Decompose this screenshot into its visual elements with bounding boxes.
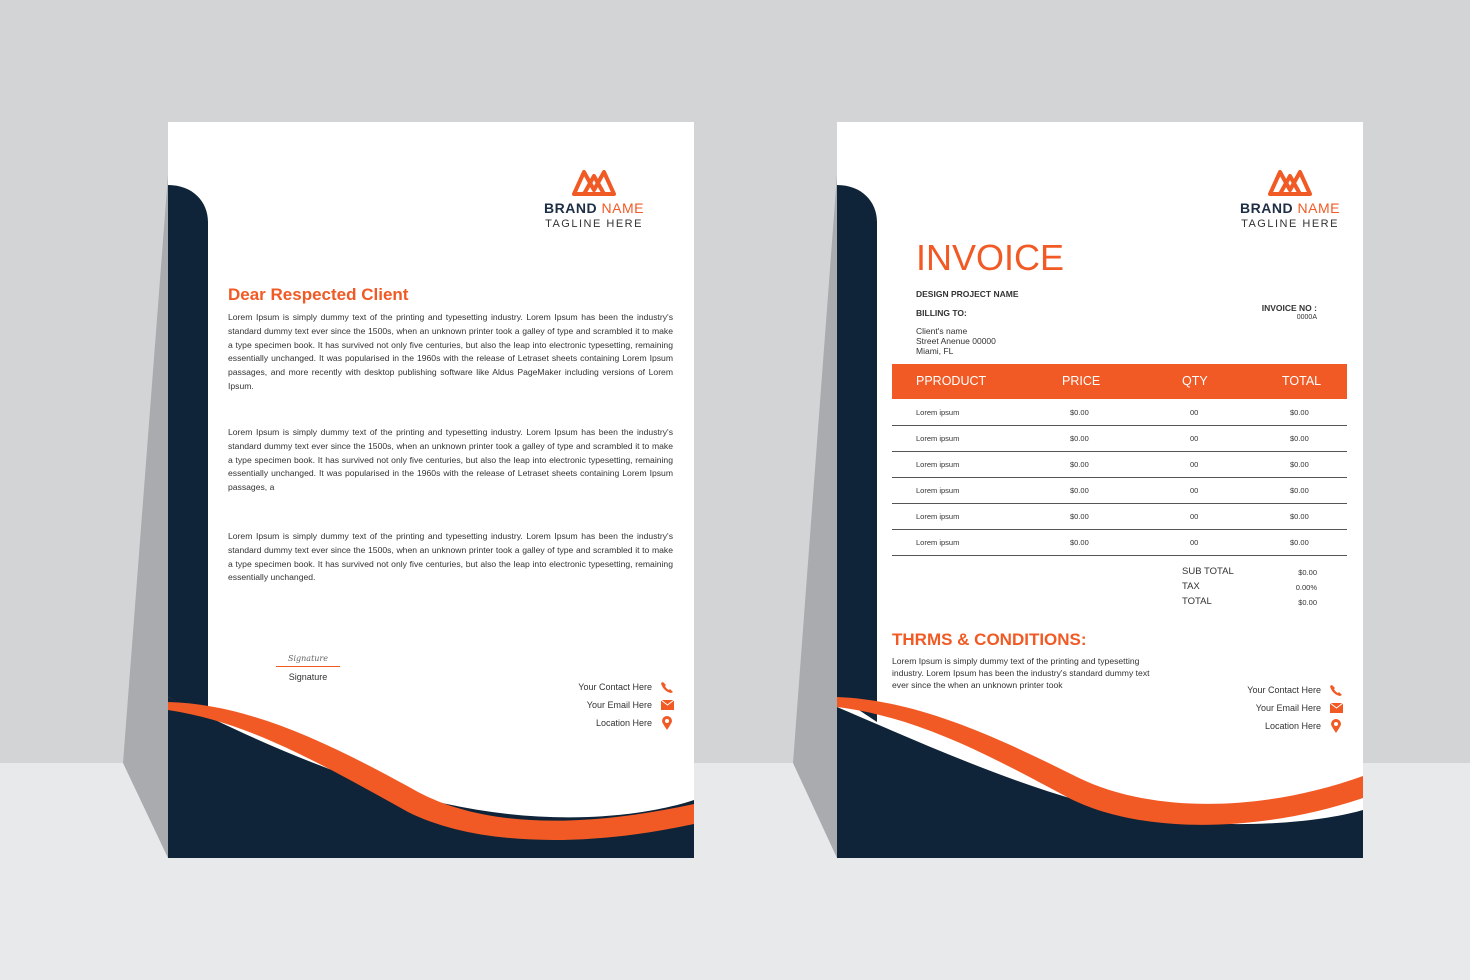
client-street: Street Anenue 00000 [916, 336, 996, 346]
greeting-heading: Dear Respected Client [228, 285, 409, 304]
column-header: TOTAL [1282, 374, 1322, 388]
cell-price: $0.00 [1070, 486, 1089, 495]
contact-phone [1143, 681, 1343, 699]
brand-name: BRAND NAME [1240, 200, 1340, 216]
terms-text: Lorem Ipsum is simply dummy text of the printing and typesetting industry. Lorem Ipsum has been the industry's standard dummy text ever since the when an unknown printer took [892, 656, 1150, 690]
cell-qty: 00 [1190, 486, 1199, 495]
invoice-page [837, 122, 1363, 858]
contact-block [474, 678, 674, 732]
cell-product: Lorem ipsum [916, 408, 960, 417]
brand-name: BRAND NAME [544, 200, 644, 216]
body-paragraph: Lorem Ipsum is simply dummy text of the printing and typesetting industry. Lorem Ipsum has been the industry's standard dummy text ever since the 1500s, when an unknown printer took a galley of type and scrambled it to make a type specimen book. It has survived not only five centuries, but also the leap into electronic typesetting, remaining essentially unchanged. [228, 531, 673, 583]
contact-phone-text: Your Contact Here [1247, 685, 1321, 695]
triangle-knot-logo-icon [1266, 166, 1314, 196]
total-label: TOTAL [1182, 596, 1212, 607]
contact-email-text: Your Email Here [586, 700, 652, 710]
cell-product: Lorem ipsum [916, 460, 960, 469]
contact-phone [474, 678, 674, 696]
terms-heading: THRMS & CONDITIONS: [892, 630, 1087, 649]
table-row [892, 425, 1347, 452]
project-name: DESIGN PROJECT NAME [916, 289, 1019, 299]
cell-price: $0.00 [1070, 408, 1089, 417]
email-icon [660, 698, 674, 712]
invoice-table-header [892, 364, 1347, 399]
signature-script: Signature [276, 654, 340, 667]
brand-tagline: TAGLINE HERE [1241, 218, 1339, 230]
contact-email-text: Your Email Here [1255, 703, 1321, 713]
invoice-title: INVOICE [916, 237, 1065, 278]
cell-total: $0.00 [1290, 408, 1309, 417]
table-row [892, 399, 1347, 426]
client-city: Miami, FL [916, 346, 954, 356]
cell-price: $0.00 [1070, 512, 1089, 521]
cell-total: $0.00 [1290, 434, 1309, 443]
cell-qty: 00 [1190, 434, 1199, 443]
total-row [1182, 596, 1322, 611]
triangle-knot-logo-icon [570, 166, 618, 196]
cell-product: Lorem ipsum [916, 512, 960, 521]
contact-location [474, 714, 674, 732]
contact-phone-text: Your Contact Here [578, 682, 652, 692]
email-icon [1329, 701, 1343, 715]
contact-location [1143, 717, 1343, 735]
total-value: $0.00 [1298, 598, 1317, 607]
contact-email [474, 696, 674, 714]
column-header: PRICE [1062, 374, 1101, 388]
invoice-number-value: 0000A [1296, 314, 1317, 321]
subtotal-row [1182, 566, 1322, 581]
subtotal-label: SUB TOTAL [1182, 566, 1234, 577]
cell-total: $0.00 [1290, 486, 1309, 495]
cell-price: $0.00 [1070, 538, 1089, 547]
cell-qty: 00 [1190, 538, 1199, 547]
contact-email [1143, 699, 1343, 717]
letterhead-page [168, 122, 694, 858]
cell-total: $0.00 [1290, 460, 1309, 469]
tax-value: 0.00% [1295, 583, 1317, 592]
subtotal-value: $0.00 [1298, 568, 1317, 577]
cell-product: Lorem ipsum [916, 538, 960, 547]
cell-price: $0.00 [1070, 460, 1089, 469]
cell-product: Lorem ipsum [916, 434, 960, 443]
contact-location-text: Location Here [1264, 721, 1321, 731]
brand-tagline: TAGLINE HERE [545, 218, 643, 230]
cell-product: Lorem ipsum [916, 486, 960, 495]
location-pin-icon [660, 716, 674, 730]
billing-label: BILLING TO: [916, 308, 967, 318]
cell-total: $0.00 [1290, 538, 1309, 547]
tax-row [1182, 581, 1322, 596]
phone-icon [660, 680, 674, 694]
body-paragraph: Lorem Ipsum is simply dummy text of the printing and typesetting industry. Lorem Ipsum has been the industry's standard dummy text ever since the 1500s, when an unknown printer took a galley of type and scrambled it to make a type specimen book. It has survived not only five centuries, but also the leap into electronic typesetting, remaining essentially unchanged. It was popularised in the 1960s with the release of Letraset sheets containing Lorem Ipsum passages, a [228, 427, 673, 493]
phone-icon [1329, 683, 1343, 697]
cell-price: $0.00 [1070, 434, 1089, 443]
cell-qty: 00 [1190, 460, 1199, 469]
column-header: QTY [1182, 374, 1208, 388]
contact-block [1143, 681, 1343, 735]
column-header: PPRODUCT [916, 374, 987, 388]
contact-location-text: Location Here [595, 718, 652, 728]
invoice-number-label: INVOICE NO : [1261, 303, 1317, 313]
table-row [892, 529, 1347, 556]
brand-block [1210, 166, 1363, 230]
table-row [892, 451, 1347, 478]
tax-label: TAX [1182, 581, 1200, 592]
cell-qty: 00 [1190, 512, 1199, 521]
client-name: Client's name [916, 326, 968, 336]
table-row [892, 503, 1347, 530]
table-row [892, 477, 1347, 504]
signature-label: Signature [288, 672, 328, 682]
cell-total: $0.00 [1290, 512, 1309, 521]
body-paragraph: Lorem Ipsum is simply dummy text of the printing and typesetting industry. Lorem Ipsum has been the industry's standard dummy text ever since the 1500s, when an unknown printer took a galley of type and scrambled it to make a type specimen book. It has survived not only five centuries, but also the leap into electronic typesetting, remaining essentially unchanged. It was popularised in the 1960s with the release of Letraset sheets containing Lorem Ipsum passages, and more recently with desktop publishing software like Aldus PageMaker including versions of Lorem Ipsum. [228, 312, 673, 391]
brand-block [514, 166, 674, 230]
location-pin-icon [1329, 719, 1343, 733]
cell-qty: 00 [1190, 408, 1199, 417]
